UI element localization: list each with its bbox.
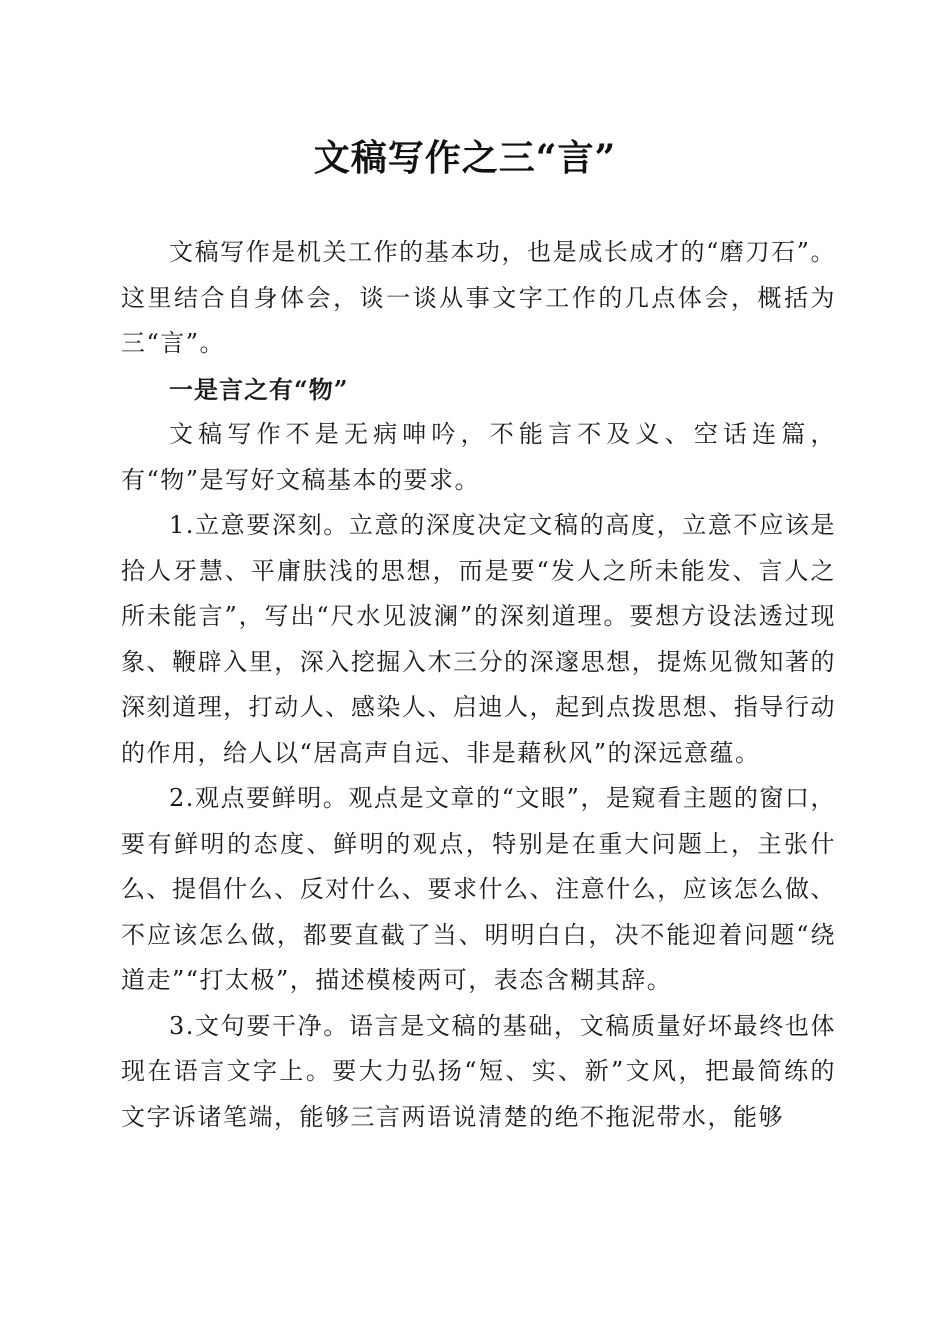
paragraph-point-1: 1.立意要深刻。立意的深度决定文稿的高度，立意不应该是拾人牙慧、平庸肤浅的思想，而是要“发人之所未能发、言人之所未能言”，写出“尺水见波澜”的深刻道理。要想方设法透过现象、鞭辟入里，深入挖掘入木三分的深邃思想，提炼见微知著的深刻道理，打动人、感染人、启迪人，起到点拨思想、指导行动的作用，给人以“居高声自远、非是藉秋风”的深远意蕴。 — [121, 511, 836, 767]
section-heading: 一是言之有“物” — [169, 374, 349, 404]
paragraph-intro: 文稿写作是机关工作的基本功，也是成长成才的“磨刀石”。这里结合自身体会，谈一谈从事文字工作的几点体会，概括为三“言”。 — [121, 238, 836, 357]
paragraph-point-2: 2.观点要鲜明。观点是文章的“文眼”，是窥看主题的窗口，要有鲜明的态度、鲜明的观点，特别是在重大问题上，主张什么、提倡什么、反对什么、要求什么、注意什么，应该怎么做、不应该怎么做，都要直截了当、明明白白，决不能迎着问题“绕道走”“打太极”，描述模棱两可，表态含糊其辞。 — [121, 784, 836, 994]
paragraph-section-intro: 文稿写作不是无病呻吟，不能言不及义、空话连篇，有“物”是写好文稿基本的要求。 — [121, 420, 836, 494]
paragraph-point-3: 3.文句要干净。语言是文稿的基础，文稿质量好坏最终也体现在语言文字上。要大力弘扬“短、实、新”文风，把最简练的文字诉诸笔端，能够三言两语说清楚的绝不拖泥带水，能够 — [121, 1011, 836, 1131]
document-body — [121, 230, 836, 1140]
document-title: 文稿写作之三“言” — [313, 137, 617, 179]
